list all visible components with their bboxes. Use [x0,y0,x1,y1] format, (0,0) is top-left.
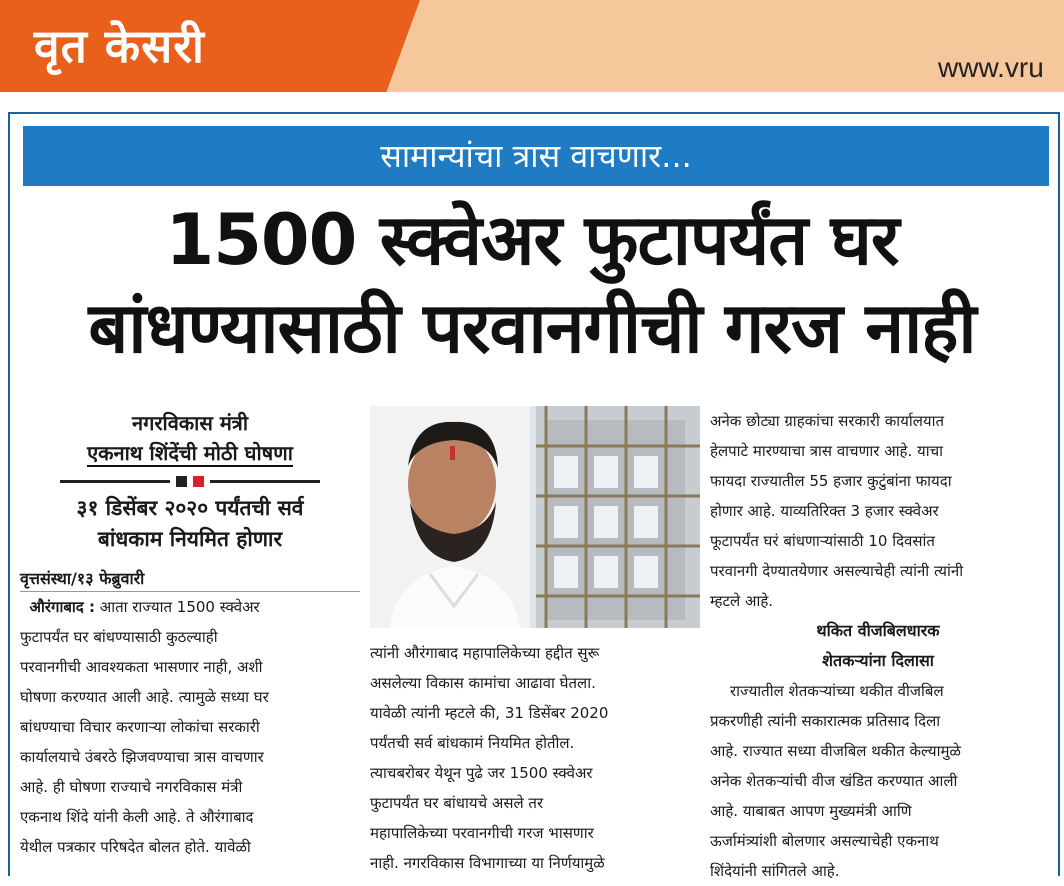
headline-line-1: 1500 स्क्वेअर फुटापर्यंत घर [165,199,899,281]
decorative-separator [20,476,360,487]
article-headline [10,196,1054,372]
body-line: राज्यातील शेतकऱ्यांच्या थकीत वीजबिल [730,682,944,700]
subheading2-line-1: ३१ डिसेंबर २०२० पर्यंतची सर्व [76,496,304,520]
body-line: अनेक छोट्या ग्राहकांचा सरकारी कार्यालयात [710,412,945,430]
lead-rest: आता राज्यात 1500 स्क्वेअर [95,598,260,616]
masthead [0,0,1064,92]
subheading-line-1: नगरविकास मंत्री [131,411,249,435]
body-text-column-1 [20,592,360,862]
separator-square-black [176,476,187,487]
subheading-regularisation [20,493,360,555]
body-line: फूटापर्यंत घरं बांधणाऱ्यांसाठी 10 दिवसांत [710,532,935,550]
article-photo [370,406,700,628]
body-line: म्हटले आहे. [710,592,774,610]
body-line: बांधण्याचा विचार करणाऱ्या लोकांचा सरकारी [20,718,260,736]
body-line: महापालिकेच्या परवानगीची गरज भासणार [370,824,594,842]
article-column-3 [710,406,1046,886]
body-line: घोषणा करण्यात आली आहे. त्यामुळे सध्या घर [20,688,269,706]
body-line: आहे. याबाबत आपण मुख्यमंत्री आणि [710,802,912,820]
separator-square-red [193,476,204,487]
website-url: www.vru [938,52,1044,83]
body-line: परवानगी देण्यातयेणार असल्याचेही त्यांनी त्यांनी [710,562,964,580]
body-line: त्याचबरोबर येथून पुढे जर 1500 स्क्वेअर [370,764,593,782]
article-kicker: सामान्यांचा त्रास वाचणार... [23,126,1049,186]
subheading2-line-2: बांधकाम नियमित होणार [97,527,283,551]
body-line: कार्यालयाचे उंबरठे झिजवण्याचा त्रास वाचणार [20,748,264,766]
body-text-column-3a [710,406,1046,616]
body-line: परवानगीची आवश्यकता भासणार नाही, अशी [20,658,263,676]
body-line: आहे. ही घोषणा राज्याचे नगरविकास मंत्री [20,778,243,796]
body-text-column-3b [710,676,1046,886]
body-line: फुटापर्यंत घर बांधायचे असले तर [370,794,544,812]
body-line: होणार आहे. याव्यतिरिक्त 3 हजार स्क्वेअर [710,502,939,520]
section-subheading-line-1: थकित वीजबिलधारक [816,621,940,640]
body-line: फुटापर्यंत घर बांधण्यासाठी कुठल्याही [20,628,218,646]
body-line: शिंदेयांनी सांगितले आहे. [710,862,840,880]
article-column-1 [20,408,360,862]
body-line: एकनाथ शिंदे यांनी केली आहे. ते औरंगाबाद [20,808,254,826]
body-line: नाही. नगरविकास विभागाच्या या निर्णयामुळे [370,854,605,872]
section-subheading-line-2: शेतकऱ्यांना दिलासा [822,651,934,670]
body-line: पर्यंतची सर्व बांधकामं नियमित होतील. [370,734,575,752]
body-line: अनेक शेतकऱ्यांची वीज खंडित करण्यात आली [710,772,958,790]
newspaper-logo: वृत केसरी [34,19,205,73]
body-line: असलेल्या विकास कामांचा आढावा घेतला. [370,674,596,692]
body-line: यावेळी त्यांनी म्हटले की, 31 डिसेंबर 2020 [370,704,609,722]
body-text-column-2 [370,638,698,878]
body-line: फायदा राज्यातील 55 हजार कुटुंबांना फायदा [710,472,952,490]
lead-line [20,592,360,622]
subheading-line-2: एकनाथ शिंदेंची मोठी घोषणा [87,441,293,465]
body-line: प्रकरणीही त्यांनी सकारात्मक प्रतिसाद दिला [710,712,941,730]
article-column-2 [370,638,698,878]
body-line: ऊर्जामंत्र्यांशी बोलणार असल्याचेही एकनाथ [710,832,939,850]
lead-place: औरंगाबाद : [29,598,95,616]
subheading-minister [20,408,360,468]
dateline: वृत्तसंस्था/१३ फेब्रुवारी [20,567,360,592]
body-line: हेलपाटे मारण्याचा त्रास वाचणार आहे. याचा [710,442,944,460]
body-line: येथील पत्रकार परिषदेत बोलत होते. यावेळी [20,838,251,856]
section-subheading [710,616,1046,676]
body-line: त्यांनी औरंगाबाद महापालिकेच्या हद्दीत सुरू [370,644,600,662]
headline-line-2: बांधण्यासाठी परवानगीची गरज नाही [88,287,976,369]
minister-and-building-photo [370,406,700,628]
separator-bar-right [210,480,320,483]
separator-bar-left [60,480,170,483]
body-line: आहे. राज्यात सध्या वीजबिल थकीत केल्यामुळे [710,742,961,760]
